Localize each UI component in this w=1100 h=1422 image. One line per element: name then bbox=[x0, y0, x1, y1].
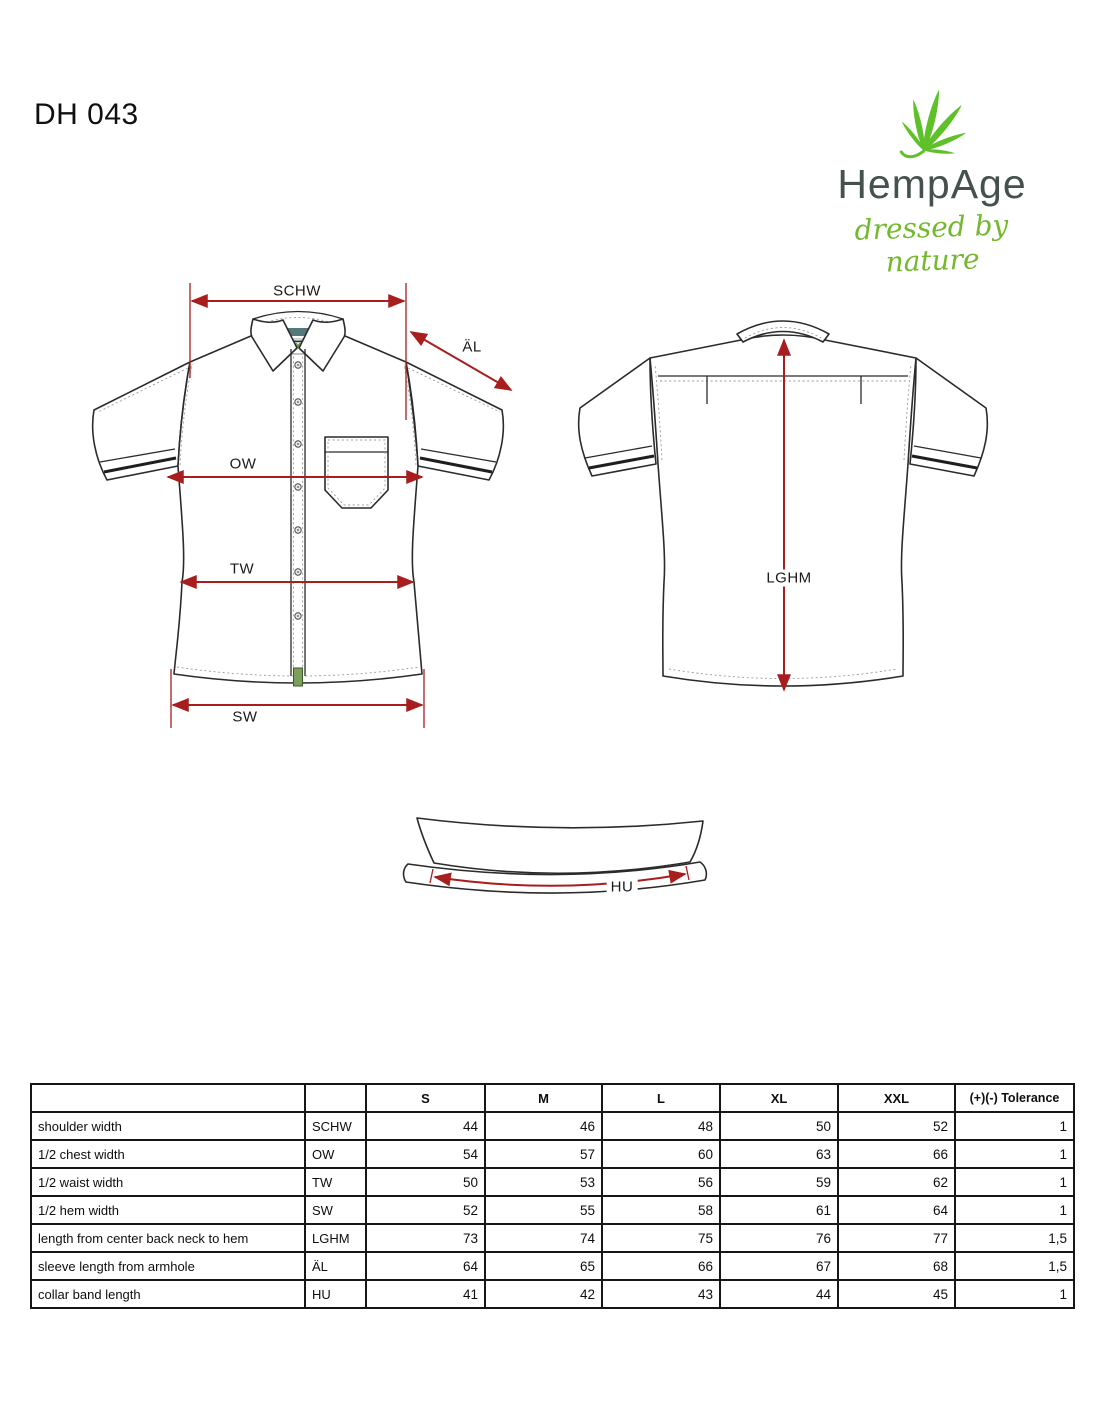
value-l: 66 bbox=[602, 1252, 720, 1280]
hu-label: HU bbox=[607, 879, 638, 896]
value-xl: 44 bbox=[720, 1280, 838, 1308]
hemp-leaf-icon bbox=[884, 78, 980, 162]
row-tolerance: 1 bbox=[955, 1280, 1074, 1308]
tw-label: TW bbox=[229, 560, 255, 578]
table-header-row bbox=[31, 1084, 1074, 1112]
brand-logo bbox=[812, 78, 1052, 277]
row-code: SW bbox=[305, 1196, 366, 1224]
value-xl: 67 bbox=[720, 1252, 838, 1280]
value-s: 44 bbox=[366, 1112, 485, 1140]
row-tolerance: 1 bbox=[955, 1168, 1074, 1196]
header-size-xl: XL bbox=[720, 1084, 838, 1112]
row-label: collar band length bbox=[31, 1280, 305, 1308]
table-row bbox=[31, 1280, 1074, 1308]
table-row bbox=[31, 1196, 1074, 1224]
value-s: 50 bbox=[366, 1168, 485, 1196]
header-size-l: L bbox=[602, 1084, 720, 1112]
brand-name: HempAge bbox=[837, 161, 1027, 207]
table-row bbox=[31, 1140, 1074, 1168]
header-size-s: S bbox=[366, 1084, 485, 1112]
header-size-xxl: XXL bbox=[838, 1084, 955, 1112]
header-label-cell bbox=[31, 1084, 305, 1112]
chest-pocket bbox=[325, 437, 388, 508]
header-size-m: M bbox=[485, 1084, 602, 1112]
table-row bbox=[31, 1168, 1074, 1196]
row-code: SCHW bbox=[305, 1112, 366, 1140]
row-code: LGHM bbox=[305, 1224, 366, 1252]
value-xl: 61 bbox=[720, 1196, 838, 1224]
row-code: TW bbox=[305, 1168, 366, 1196]
value-s: 64 bbox=[366, 1252, 485, 1280]
schw-label: SCHW bbox=[273, 282, 321, 300]
value-m: 53 bbox=[485, 1168, 602, 1196]
row-code: OW bbox=[305, 1140, 366, 1168]
front-view-drawing bbox=[93, 312, 504, 687]
value-xl: 59 bbox=[720, 1168, 838, 1196]
row-label: shoulder width bbox=[31, 1112, 305, 1140]
value-m: 46 bbox=[485, 1112, 602, 1140]
value-xl: 50 bbox=[720, 1112, 838, 1140]
value-xxl: 64 bbox=[838, 1196, 955, 1224]
value-m: 57 bbox=[485, 1140, 602, 1168]
al-label: ÄL bbox=[462, 338, 482, 356]
row-label: 1/2 waist width bbox=[31, 1168, 305, 1196]
value-xxl: 77 bbox=[838, 1224, 955, 1252]
collar-band-drawing bbox=[404, 818, 707, 893]
row-tolerance: 1,5 bbox=[955, 1224, 1074, 1252]
value-xl: 76 bbox=[720, 1224, 838, 1252]
value-l: 60 bbox=[602, 1140, 720, 1168]
hem-tag bbox=[294, 668, 303, 686]
value-s: 73 bbox=[366, 1224, 485, 1252]
value-s: 41 bbox=[366, 1280, 485, 1308]
value-m: 74 bbox=[485, 1224, 602, 1252]
value-xl: 63 bbox=[720, 1140, 838, 1168]
product-code: DH 043 bbox=[34, 98, 139, 131]
row-tolerance: 1 bbox=[955, 1196, 1074, 1224]
header-tolerance: (+)(-) Tolerance bbox=[955, 1084, 1074, 1112]
value-l: 48 bbox=[602, 1112, 720, 1140]
row-label: 1/2 chest width bbox=[31, 1140, 305, 1168]
row-code: ÄL bbox=[305, 1252, 366, 1280]
value-s: 52 bbox=[366, 1196, 485, 1224]
value-xxl: 62 bbox=[838, 1168, 955, 1196]
row-tolerance: 1 bbox=[955, 1112, 1074, 1140]
row-tolerance: 1 bbox=[955, 1140, 1074, 1168]
lghm-label: LGHM bbox=[762, 570, 815, 587]
ow-label: OW bbox=[229, 455, 257, 473]
measurement-table bbox=[30, 1083, 1075, 1309]
brand-tagline: dressed by nature bbox=[854, 208, 1009, 279]
table-row bbox=[31, 1224, 1074, 1252]
row-label: length from center back neck to hem bbox=[31, 1224, 305, 1252]
value-m: 42 bbox=[485, 1280, 602, 1308]
table-row bbox=[31, 1252, 1074, 1280]
row-code: HU bbox=[305, 1280, 366, 1308]
sw-label: SW bbox=[232, 708, 258, 726]
value-xxl: 45 bbox=[838, 1280, 955, 1308]
row-label: 1/2 hem width bbox=[31, 1196, 305, 1224]
row-label: sleeve length from armhole bbox=[31, 1252, 305, 1280]
value-l: 58 bbox=[602, 1196, 720, 1224]
value-xxl: 66 bbox=[838, 1140, 955, 1168]
value-xxl: 68 bbox=[838, 1252, 955, 1280]
value-m: 55 bbox=[485, 1196, 602, 1224]
value-l: 56 bbox=[602, 1168, 720, 1196]
table-row bbox=[31, 1112, 1074, 1140]
row-tolerance: 1,5 bbox=[955, 1252, 1074, 1280]
header-code-cell bbox=[305, 1084, 366, 1112]
value-s: 54 bbox=[366, 1140, 485, 1168]
value-m: 65 bbox=[485, 1252, 602, 1280]
value-xxl: 52 bbox=[838, 1112, 955, 1140]
value-l: 43 bbox=[602, 1280, 720, 1308]
value-l: 75 bbox=[602, 1224, 720, 1252]
